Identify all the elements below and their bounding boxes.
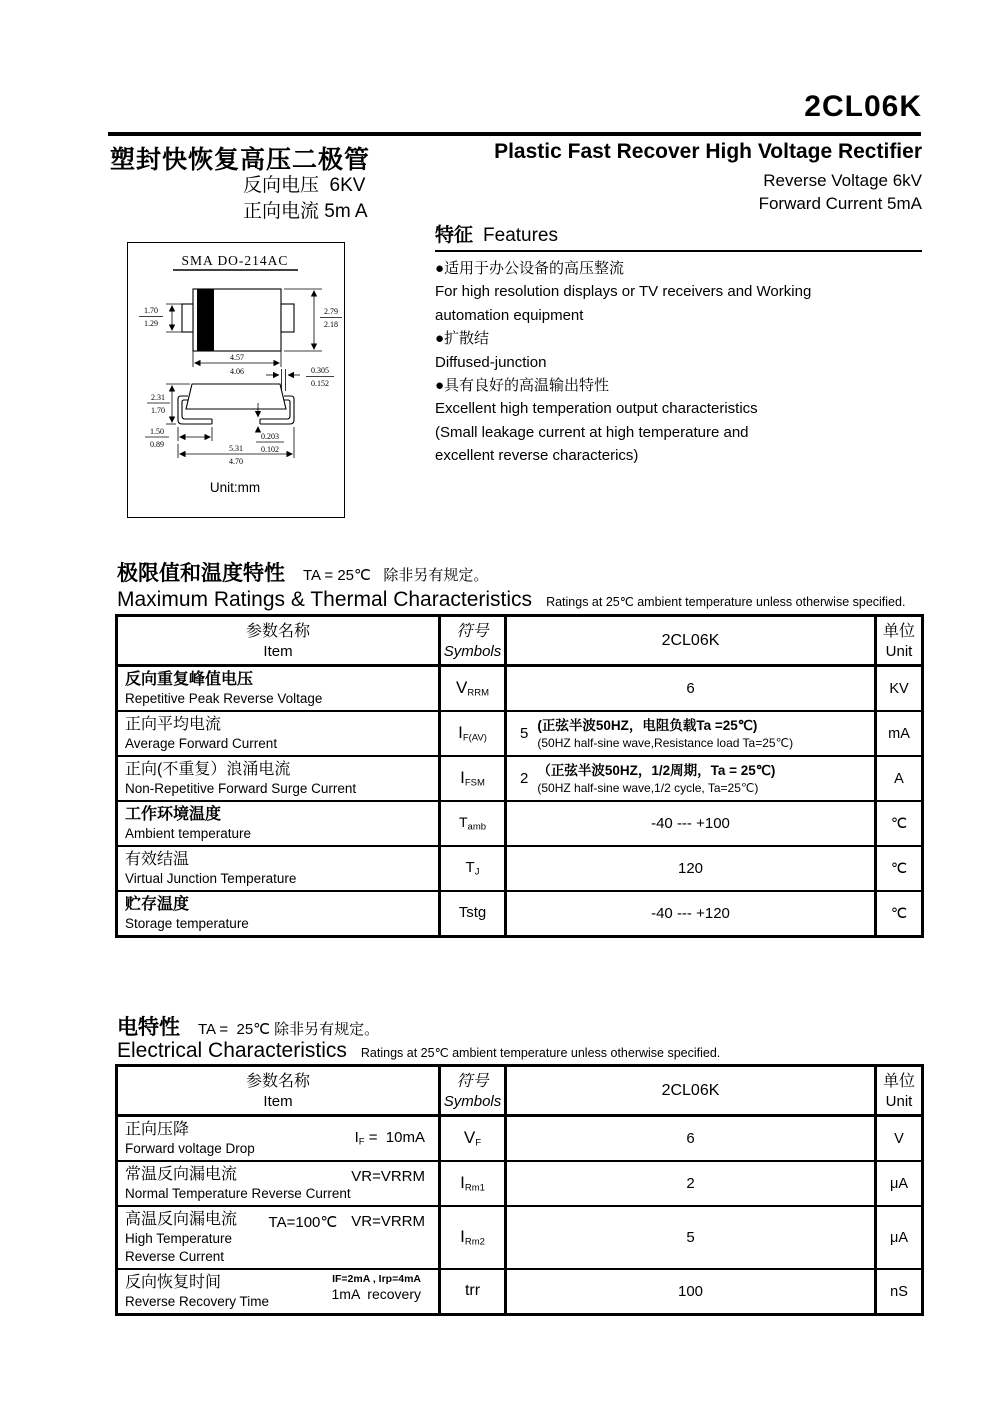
feature-line: Diffused-junction — [435, 353, 547, 371]
product-title-en: Plastic Fast Recover High Voltage Rectifier — [494, 140, 922, 163]
reverse-voltage-en: Reverse Voltage 6kV — [763, 171, 922, 190]
product-subtitle-en — [420, 169, 922, 215]
dim-foot-thickness-min: 0.102 — [261, 445, 279, 454]
product-title-block-en — [420, 140, 922, 215]
dim-body-width-min: 4.06 — [230, 367, 244, 376]
column-header-unit: 单位 Unit — [876, 616, 923, 666]
electrical-title-cn: 电特性 — [117, 1016, 180, 1039]
column-header-symbols: 符号 Symbols — [440, 616, 506, 666]
unit-cell: A — [876, 756, 923, 801]
feature-line: automation equipment — [435, 306, 584, 324]
max-ratings-note-cn: TA = 25℃ 除非另有规定。 — [303, 567, 489, 584]
dim-profile-height-min: 1.70 — [151, 406, 165, 415]
cathode-band — [197, 289, 214, 351]
table-header-row — [117, 616, 923, 666]
unit-cell: ℃ — [876, 846, 923, 891]
test-condition: TA=100℃ VR=VRRM — [268, 1213, 425, 1231]
features-heading-en: Features — [483, 225, 558, 246]
dim-overall-width-max: 5.31 — [229, 444, 243, 453]
column-header-part: 2CL06K — [506, 616, 876, 666]
table-row — [117, 756, 923, 801]
dim-body-height-min: 2.18 — [324, 320, 338, 329]
feature-line: ●适用于办公设备的高压整流 — [435, 260, 625, 277]
dim-lead-width-min: 1.29 — [144, 319, 158, 328]
item-cell: 正向(不重复）浪涌电流 Non-Repetitive Forward Surge Current — [117, 756, 440, 801]
unit-cell: μA — [876, 1206, 923, 1269]
package-drawing — [128, 243, 343, 516]
symbol-cell: $I_{FSM}$ — [440, 756, 506, 801]
features-heading-cn: 特征 — [435, 225, 474, 246]
feature-line: Excellent high temperation output characteristics — [435, 400, 758, 418]
value-cell: 120 — [506, 846, 876, 891]
max-ratings-note-en: Ratings at 25℃ ambient temperature unless otherwise specified. — [546, 595, 906, 609]
value-cell: 2 （正弦半波50HZ，1/2周期，Ta = 25℃) (50HZ half-sine wave,1/2 cycle, Ta=25℃) — [506, 756, 876, 801]
column-header-symbols: 符号 Symbols — [440, 1066, 506, 1116]
table-row — [117, 1269, 923, 1315]
item-cell: 有效结温 Virtual Junction Temperature — [117, 846, 440, 891]
value-cell: -40 --- +120 — [506, 891, 876, 937]
table-header-row — [117, 1066, 923, 1116]
item-cell: 正向压降 Forward voltage Drop $I_F = 10mA$ — [117, 1116, 440, 1162]
features-section — [435, 220, 922, 468]
item-cell: 贮存温度 Storage temperature — [117, 891, 440, 937]
unit-cell: μA — [876, 1161, 923, 1206]
unit-label: Unit:mm — [209, 480, 261, 495]
dim-lead-thickness-max: 0.305 — [311, 366, 329, 375]
package-drawing-box — [127, 242, 345, 518]
symbol-cell: $I_{F(AV)}$ — [440, 711, 506, 756]
dim-overall-width-min: 4.70 — [229, 457, 243, 466]
feature-line: excellent reverse characterics) — [435, 447, 639, 465]
symbol-cell: $T_{amb}$ — [440, 801, 506, 846]
features-heading — [435, 220, 922, 252]
value-cell: 100 — [506, 1269, 876, 1315]
column-header-item: 参数名称 Item — [117, 616, 440, 666]
max-ratings-heading-cn — [117, 557, 488, 587]
feature-line: (Small leakage current at high temperature and — [435, 423, 749, 441]
value-cell: 5 — [506, 1206, 876, 1269]
test-condition: IF=2mA , Irp=4mA 1mA recovery — [331, 1273, 421, 1302]
column-header-item: 参数名称 Item — [117, 1066, 440, 1116]
unit-cell: ℃ — [876, 891, 923, 937]
item-cell: 反向恢复时间 Reverse Recovery Time IF=2mA , Irp=4mA 1mA recovery — [117, 1269, 440, 1315]
max-ratings-title-en: Maximum Ratings & Thermal Characteristics — [117, 588, 533, 611]
product-subtitle-cn — [243, 173, 368, 225]
part-number-title: 2CL06K — [804, 90, 922, 123]
electrical-heading-en — [117, 1039, 720, 1066]
column-header-unit: 单位 Unit — [876, 1066, 923, 1116]
right-lead — [281, 304, 294, 332]
package-body-side-view — [186, 384, 286, 409]
dim-foot-thickness-max: 0.203 — [261, 432, 279, 441]
table-row — [117, 1161, 923, 1206]
unit-cell: V — [876, 1116, 923, 1162]
unit-cell: mA — [876, 711, 923, 756]
table-row — [117, 1116, 923, 1162]
test-condition: $I_F = 10mA$ — [354, 1129, 425, 1148]
electrical-title-en: Electrical Characteristics — [117, 1039, 347, 1066]
symbol-cell: $T_J$ — [440, 846, 506, 891]
feature-line: ●具有良好的高温输出特性 — [435, 377, 610, 395]
table-row — [117, 1206, 923, 1269]
electrical-note-cn: TA = 25℃ 除非另有规定。 — [198, 1021, 380, 1038]
left-lead — [182, 304, 193, 332]
symbol-cell: Tstg — [440, 891, 506, 937]
table-row — [117, 846, 923, 891]
reverse-voltage-cn: 反向电压 6KV — [243, 175, 366, 196]
max-ratings-table — [115, 614, 924, 938]
dim-lead-thickness-min: 0.152 — [311, 379, 329, 388]
dim-body-height-max: 2.79 — [324, 307, 338, 316]
feature-line: ●扩散结 — [435, 330, 490, 348]
electrical-heading-cn — [117, 1011, 379, 1041]
value-cell: 2 — [506, 1161, 876, 1206]
table-row — [117, 666, 923, 712]
table-row — [117, 711, 923, 756]
table-row — [117, 801, 923, 846]
item-cell: 反向重复峰值电压 Repetitive Peak Reverse Voltage — [117, 666, 440, 712]
symbol-cell: $I_{Rm1}$ — [440, 1161, 506, 1206]
header-rule — [108, 132, 921, 136]
product-title-cn: 塑封快恢复高压二极管 — [110, 146, 371, 174]
forward-current-cn: 正向电流 5m A — [243, 201, 368, 222]
symbol-cell: trr — [440, 1269, 506, 1315]
item-cell: 常温反向漏电流 Normal Temperature Reverse Current VR=VRRM — [117, 1161, 440, 1206]
forward-current-en: Forward Current 5mA — [758, 194, 922, 213]
max-ratings-heading-en — [117, 588, 905, 612]
electrical-note-en: Ratings at 25℃ ambient temperature unless otherwise specified. — [360, 1046, 721, 1060]
item-cell: 正向平均电流 Average Forward Current — [117, 711, 440, 756]
test-condition: VR=VRRM — [351, 1168, 425, 1185]
value-cell: -40 --- +100 — [506, 801, 876, 846]
feature-line: For high resolution displays or TV receivers and Working — [435, 283, 812, 301]
unit-cell: ℃ — [876, 801, 923, 846]
dim-profile-height-max: 2.31 — [151, 393, 165, 402]
electrical-table — [115, 1064, 924, 1316]
symbol-cell: $I_{Rm2}$ — [440, 1206, 506, 1269]
item-cell: 高温反向漏电流 High Temperature Reverse Current TA=100℃ VR=VRRM — [117, 1206, 440, 1269]
symbol-cell: $V_F$ — [440, 1116, 506, 1162]
dim-lead-width-max: 1.70 — [144, 306, 158, 315]
table-row — [117, 891, 923, 937]
dim-foot-length-min: 0.89 — [150, 440, 164, 449]
max-ratings-title-cn: 极限值和温度特性 — [117, 562, 285, 585]
dim-body-width-max: 4.57 — [230, 353, 244, 362]
unit-cell: nS — [876, 1269, 923, 1315]
dim-foot-length-max: 1.50 — [150, 427, 164, 436]
unit-cell: KV — [876, 666, 923, 712]
symbol-cell: $V_{RRM}$ — [440, 666, 506, 712]
column-header-part: 2CL06K — [506, 1066, 876, 1116]
item-cell: 工作环境温度 Ambient temperature — [117, 801, 440, 846]
package-name: SMA DO-214AC — [181, 253, 289, 268]
value-cell: 5 (正弦半波50HZ，电阻负载Ta =25℃) (50HZ half-sine wave,Resistance load Ta=25℃) — [506, 711, 876, 756]
value-cell: 6 — [506, 666, 876, 712]
value-cell: 6 — [506, 1116, 876, 1162]
